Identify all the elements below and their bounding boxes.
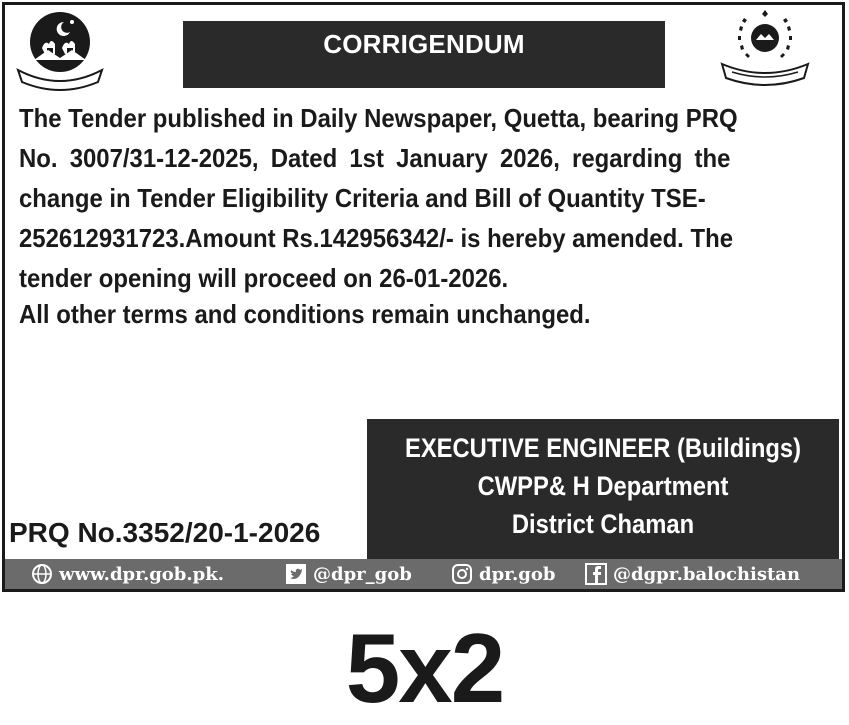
dgpr-emblem-logo	[718, 10, 812, 90]
twitter-icon	[285, 563, 307, 585]
facebook-icon	[585, 563, 607, 585]
title-banner	[183, 21, 665, 88]
facebook-handle[interactable]: @dgpr.balochistan	[613, 563, 801, 585]
ad-size-label: 5x2	[345, 613, 504, 723]
prq-number: PRQ No.3352/20-1-2026	[9, 517, 321, 548]
notice-closing: All other terms and conditions remain unchanged.	[19, 299, 591, 329]
notice-line: 252612931723.Amount Rs.142956342/- is hereby amended. The	[19, 223, 733, 253]
signature-department: CWPP& H Department	[477, 471, 729, 501]
footer-twitter[interactable]	[285, 562, 412, 586]
notice-line: The Tender published in Daily Newspaper, Quetta, bearing PRQ	[19, 103, 738, 133]
notice-line: tender opening will proceed on 26-01-2026.	[19, 263, 509, 293]
instagram-handle[interactable]: dpr.gob	[479, 563, 556, 585]
footer-bar	[5, 559, 842, 589]
instagram-icon	[451, 563, 473, 585]
page-title: CORRIGENDUM	[323, 29, 525, 59]
signature-title: EXECUTIVE ENGINEER (Buildings)	[404, 433, 802, 463]
footer-facebook[interactable]	[585, 562, 800, 586]
notice-line: change in Tender Eligibility Criteria and Bill of Quantity TSE-	[19, 183, 706, 213]
balochistan-seal-logo	[12, 8, 108, 92]
website-link[interactable]: www.dpr.gob.pk.	[59, 563, 224, 585]
notice-line: No. 3007/31-12-2025, Dated 1st January 2026, regarding the	[19, 143, 731, 173]
footer-website[interactable]	[31, 562, 224, 586]
twitter-handle[interactable]: @dpr_gob	[313, 563, 412, 585]
signature-block	[367, 419, 839, 559]
footer-instagram[interactable]	[451, 562, 555, 586]
globe-icon	[31, 563, 53, 585]
notice-body	[19, 98, 825, 334]
signature-district: District Chaman	[511, 509, 695, 539]
